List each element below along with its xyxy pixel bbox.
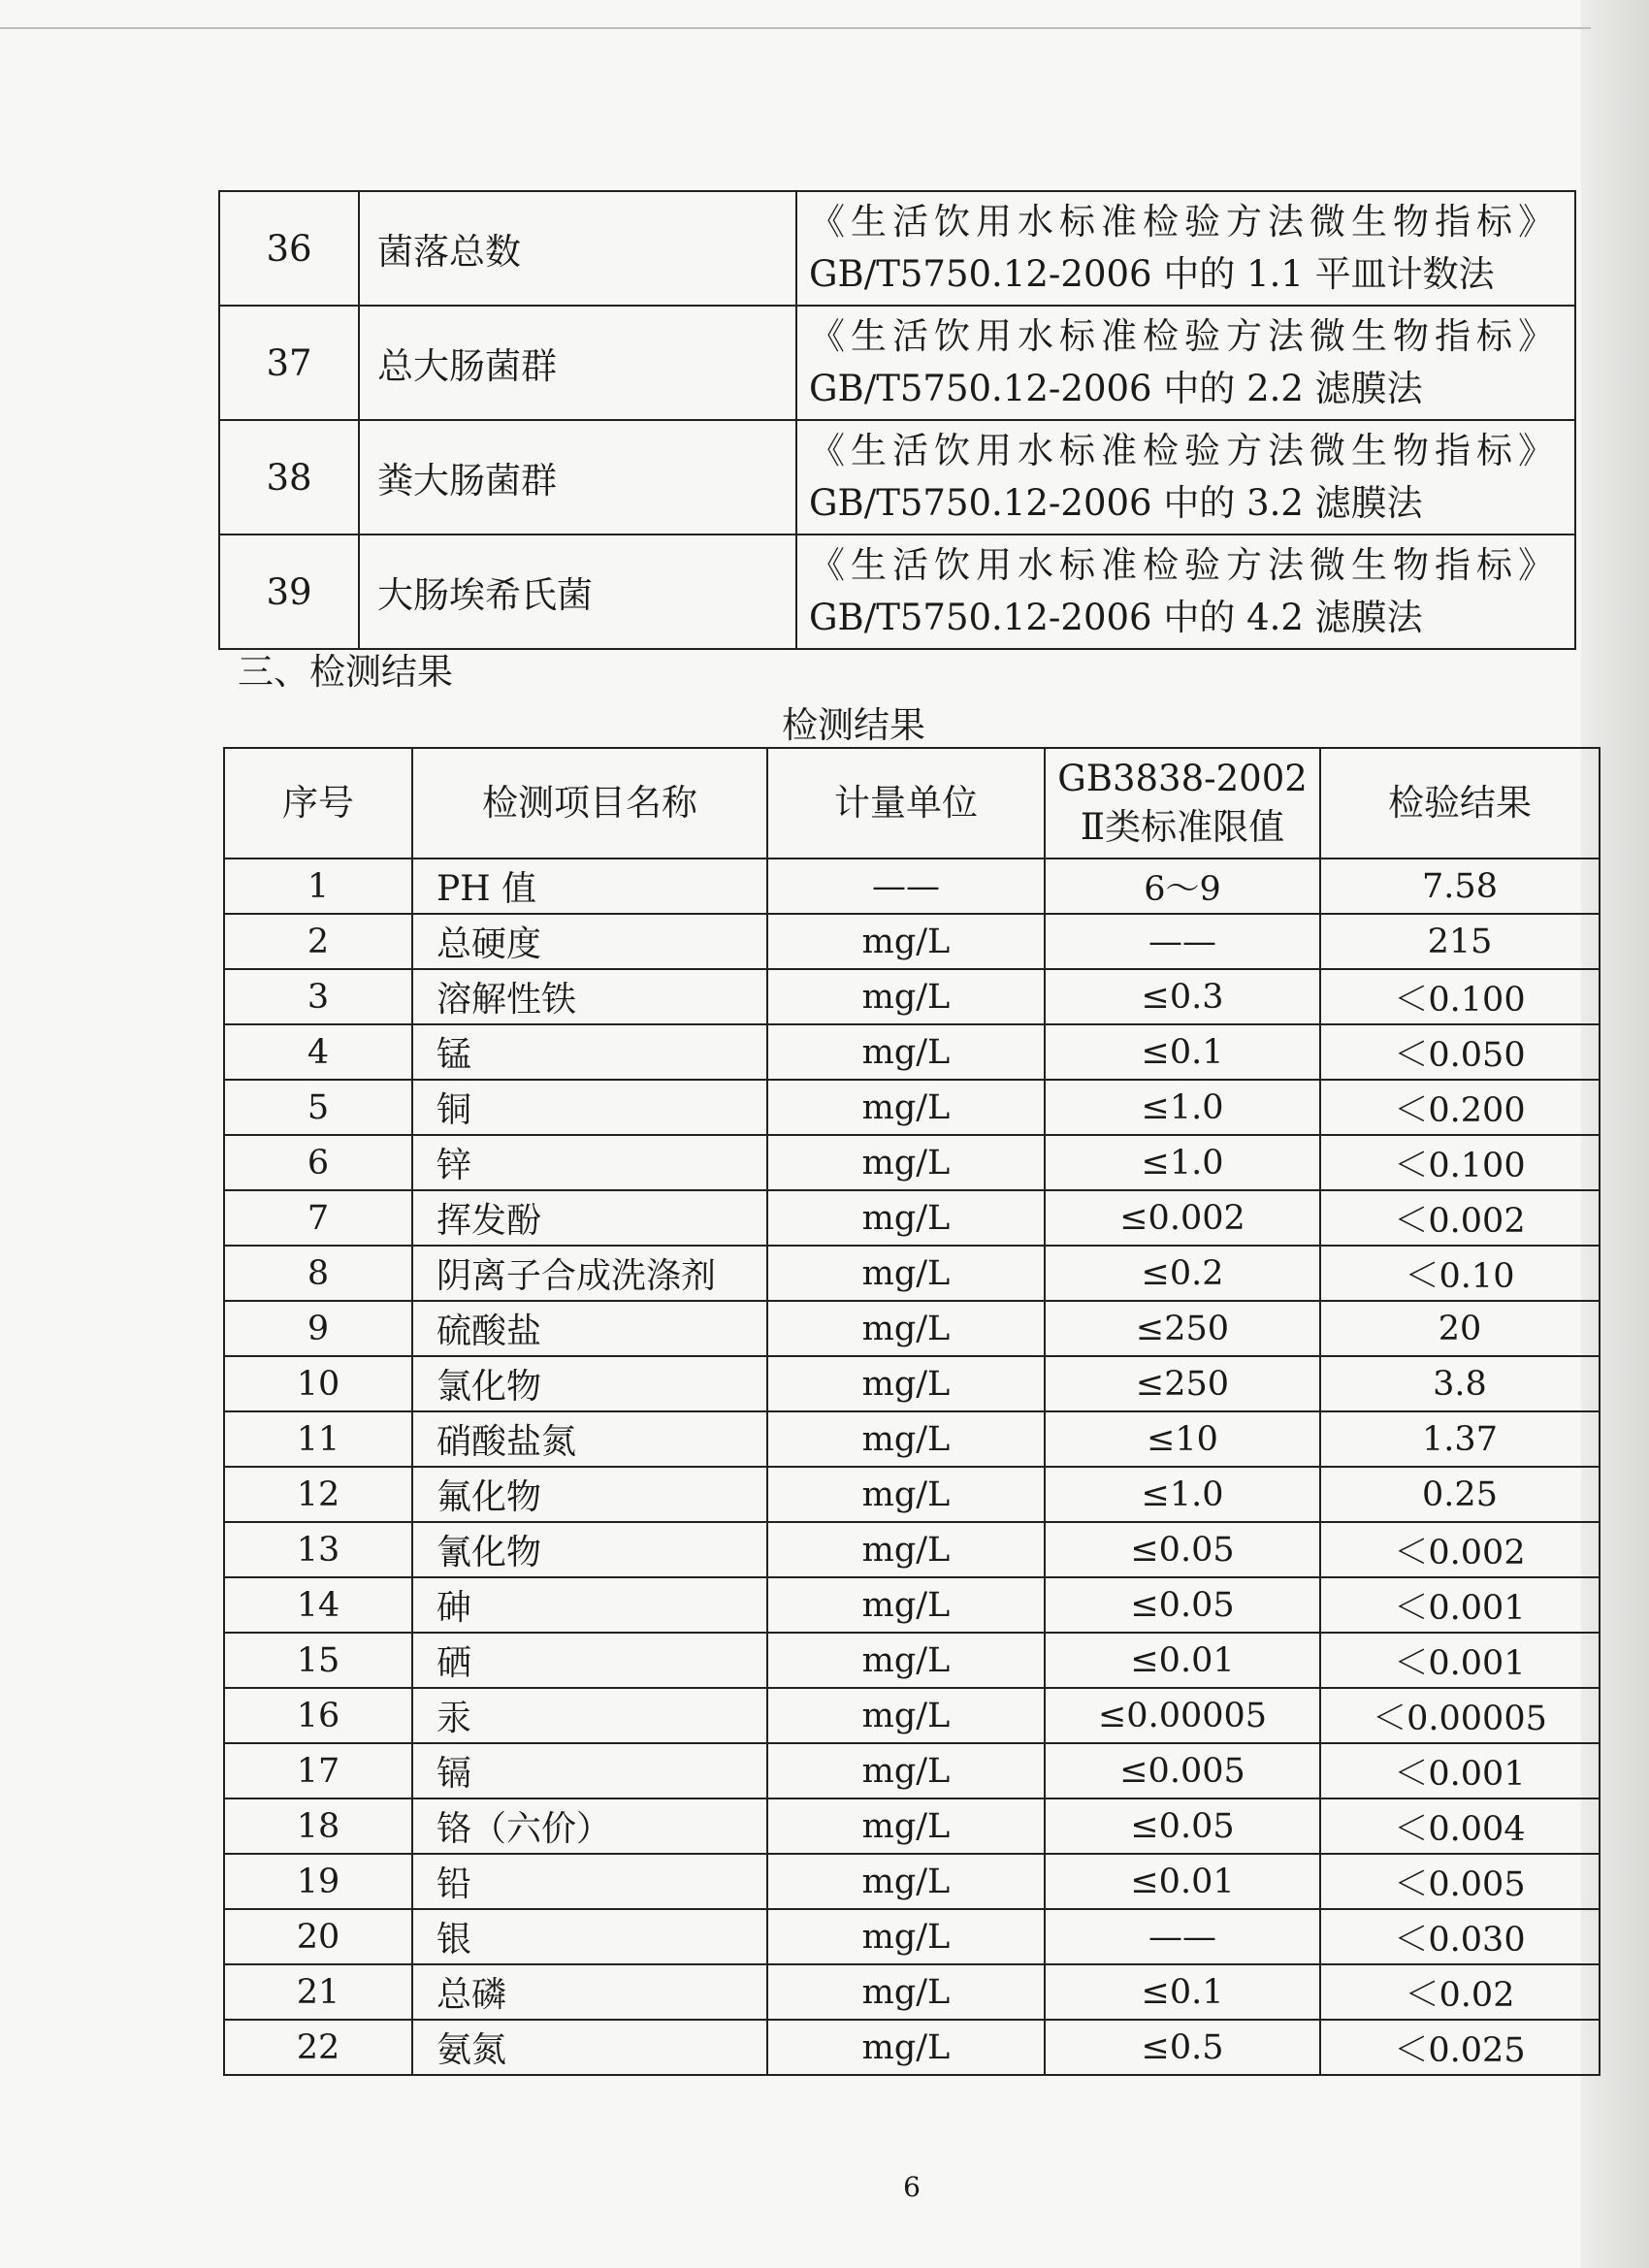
result-unit: mg/L xyxy=(767,1356,1045,1411)
result-item-name: 铬（六价） xyxy=(412,1798,767,1854)
result-value: ＜0.100 xyxy=(1320,969,1600,1024)
method-reference xyxy=(796,191,1575,306)
result-item-name: 硝酸盐氮 xyxy=(412,1411,767,1467)
table-row xyxy=(224,914,1600,969)
result-item-name: 氰化物 xyxy=(412,1522,767,1577)
result-limit: ≤0.01 xyxy=(1045,1633,1320,1688)
method-row xyxy=(219,306,1575,420)
result-item-name: 挥发酚 xyxy=(412,1190,767,1246)
header-result: 检验结果 xyxy=(1320,748,1600,859)
result-limit: ≤0.00005 xyxy=(1045,1688,1320,1743)
table-row xyxy=(224,1246,1600,1301)
result-unit: —— xyxy=(767,859,1045,914)
table-row xyxy=(224,859,1600,914)
result-unit: mg/L xyxy=(767,914,1045,969)
result-value: ＜0.200 xyxy=(1320,1080,1600,1135)
result-unit: mg/L xyxy=(767,1024,1045,1080)
table-row xyxy=(224,1301,1600,1356)
result-no: 8 xyxy=(224,1246,412,1301)
result-item-name: 总磷 xyxy=(412,1964,767,2020)
result-unit: mg/L xyxy=(767,1854,1045,1909)
result-no: 22 xyxy=(224,2020,412,2075)
table-row xyxy=(224,1522,1600,1577)
table-row xyxy=(224,1356,1600,1411)
result-no: 10 xyxy=(224,1356,412,1411)
result-no: 3 xyxy=(224,969,412,1024)
top-rule xyxy=(0,27,1591,29)
result-no: 9 xyxy=(224,1301,412,1356)
result-value: ＜0.050 xyxy=(1320,1024,1600,1080)
result-item-name: 溶解性铁 xyxy=(412,969,767,1024)
methods-table xyxy=(218,190,1576,650)
method-no: 39 xyxy=(219,535,359,649)
result-no: 5 xyxy=(224,1080,412,1135)
result-no: 13 xyxy=(224,1522,412,1577)
method-standard-clause: GB/T5750.12-2006 中的 1.1 平皿计数法 xyxy=(809,253,1495,295)
method-row xyxy=(219,191,1575,306)
method-item: 菌落总数 xyxy=(359,191,796,306)
result-no: 16 xyxy=(224,1688,412,1743)
result-no: 21 xyxy=(224,1964,412,2020)
result-item-name: PH 值 xyxy=(412,859,767,914)
result-item-name: 银 xyxy=(412,1909,767,1964)
method-standard-title: 《生活饮用水标准检验方法微生物指标》 xyxy=(809,430,1560,471)
result-limit: ≤0.5 xyxy=(1045,2020,1320,2075)
result-no: 14 xyxy=(224,1577,412,1633)
method-standard-title: 《生活饮用水标准检验方法微生物指标》 xyxy=(809,201,1560,243)
result-limit: ≤0.05 xyxy=(1045,1798,1320,1854)
result-item-name: 硒 xyxy=(412,1633,767,1688)
method-standard-title: 《生活饮用水标准检验方法微生物指标》 xyxy=(809,544,1560,586)
result-limit: ≤0.05 xyxy=(1045,1577,1320,1633)
result-value: 1.37 xyxy=(1320,1411,1600,1467)
result-no: 1 xyxy=(224,859,412,914)
result-item-name: 硫酸盐 xyxy=(412,1301,767,1356)
result-unit: mg/L xyxy=(767,1135,1045,1190)
result-no: 7 xyxy=(224,1190,412,1246)
header-limit-line1: GB3838-2002 xyxy=(1057,758,1308,799)
result-item-name: 汞 xyxy=(412,1688,767,1743)
result-limit: ≤10 xyxy=(1045,1411,1320,1467)
result-item-name: 铜 xyxy=(412,1080,767,1135)
result-value: ＜0.002 xyxy=(1320,1190,1600,1246)
method-reference xyxy=(796,306,1575,420)
result-no: 20 xyxy=(224,1909,412,1964)
result-item-name: 氨氮 xyxy=(412,2020,767,2075)
result-limit: ≤0.01 xyxy=(1045,1854,1320,1909)
result-limit: ≤0.1 xyxy=(1045,1024,1320,1080)
method-no: 38 xyxy=(219,420,359,535)
result-limit: ≤1.0 xyxy=(1045,1135,1320,1190)
method-reference xyxy=(796,420,1575,535)
table-row xyxy=(224,2020,1600,2075)
result-item-name: 氯化物 xyxy=(412,1356,767,1411)
header-no: 序号 xyxy=(224,748,412,859)
table-row xyxy=(224,1024,1600,1080)
result-value: 215 xyxy=(1320,914,1600,969)
result-value: ＜0.02 xyxy=(1320,1964,1600,2020)
result-limit: ≤0.3 xyxy=(1045,969,1320,1024)
method-standard-clause: GB/T5750.12-2006 中的 2.2 滤膜法 xyxy=(809,368,1423,409)
table-row xyxy=(224,1135,1600,1190)
result-unit: mg/L xyxy=(767,1467,1045,1522)
method-reference xyxy=(796,535,1575,649)
result-limit: ≤0.05 xyxy=(1045,1522,1320,1577)
method-standard-clause: GB/T5750.12-2006 中的 4.2 滤膜法 xyxy=(809,597,1423,638)
result-limit: 6～9 xyxy=(1045,859,1320,914)
table-row xyxy=(224,1743,1600,1798)
result-limit: ≤0.005 xyxy=(1045,1743,1320,1798)
result-no: 18 xyxy=(224,1798,412,1854)
result-value: ＜0.001 xyxy=(1320,1743,1600,1798)
result-item-name: 砷 xyxy=(412,1577,767,1633)
result-unit: mg/L xyxy=(767,1080,1045,1135)
result-value: ＜0.004 xyxy=(1320,1798,1600,1854)
result-unit: mg/L xyxy=(767,1688,1045,1743)
result-no: 11 xyxy=(224,1411,412,1467)
method-no: 36 xyxy=(219,191,359,306)
result-no: 12 xyxy=(224,1467,412,1522)
table-caption: 检测结果 xyxy=(782,704,925,746)
result-limit: ≤0.2 xyxy=(1045,1246,1320,1301)
result-item-name: 铅 xyxy=(412,1854,767,1909)
page-number: 6 xyxy=(903,2171,921,2203)
result-unit: mg/L xyxy=(767,1798,1045,1854)
method-item: 大肠埃希氏菌 xyxy=(359,535,796,649)
result-unit: mg/L xyxy=(767,1190,1045,1246)
result-limit: ≤0.1 xyxy=(1045,1964,1320,2020)
header-limit-line2: Ⅱ类标准限值 xyxy=(1080,806,1285,848)
result-no: 15 xyxy=(224,1633,412,1688)
result-item-name: 锰 xyxy=(412,1024,767,1080)
header-unit: 计量单位 xyxy=(767,748,1045,859)
result-item-name: 总硬度 xyxy=(412,914,767,969)
result-unit: mg/L xyxy=(767,1301,1045,1356)
method-standard-title: 《生活饮用水标准检验方法微生物指标》 xyxy=(809,315,1560,357)
results-table xyxy=(223,747,1600,2076)
method-item: 粪大肠菌群 xyxy=(359,420,796,535)
result-no: 17 xyxy=(224,1743,412,1798)
result-item-name: 氟化物 xyxy=(412,1467,767,1522)
method-item: 总大肠菌群 xyxy=(359,306,796,420)
result-limit: ≤1.0 xyxy=(1045,1080,1320,1135)
table-row xyxy=(224,1467,1600,1522)
result-limit: ≤250 xyxy=(1045,1356,1320,1411)
result-value: 7.58 xyxy=(1320,859,1600,914)
result-value: ＜0.005 xyxy=(1320,1854,1600,1909)
result-item-name: 镉 xyxy=(412,1743,767,1798)
result-item-name: 阴离子合成洗涤剂 xyxy=(412,1246,767,1301)
method-no: 37 xyxy=(219,306,359,420)
result-unit: mg/L xyxy=(767,1909,1045,1964)
method-standard-clause: GB/T5750.12-2006 中的 3.2 滤膜法 xyxy=(809,482,1423,524)
results-header-row xyxy=(224,748,1600,859)
section-heading: 三、检测结果 xyxy=(238,651,453,693)
result-no: 19 xyxy=(224,1854,412,1909)
result-value: 3.8 xyxy=(1320,1356,1600,1411)
result-unit: mg/L xyxy=(767,2020,1045,2075)
table-row xyxy=(224,1080,1600,1135)
result-no: 4 xyxy=(224,1024,412,1080)
header-name: 检测项目名称 xyxy=(412,748,767,859)
result-value: 20 xyxy=(1320,1301,1600,1356)
table-row xyxy=(224,1411,1600,1467)
result-value: ＜0.025 xyxy=(1320,2020,1600,2075)
result-value: ＜0.001 xyxy=(1320,1577,1600,1633)
result-unit: mg/L xyxy=(767,1522,1045,1577)
result-unit: mg/L xyxy=(767,1577,1045,1633)
method-row xyxy=(219,535,1575,649)
result-limit: ≤1.0 xyxy=(1045,1467,1320,1522)
result-limit: ≤250 xyxy=(1045,1301,1320,1356)
result-limit: —— xyxy=(1045,914,1320,969)
table-row xyxy=(224,1854,1600,1909)
result-unit: mg/L xyxy=(767,969,1045,1024)
table-row xyxy=(224,1688,1600,1743)
table-row xyxy=(224,969,1600,1024)
result-value: 0.25 xyxy=(1320,1467,1600,1522)
result-value: ＜0.100 xyxy=(1320,1135,1600,1190)
result-item-name: 锌 xyxy=(412,1135,767,1190)
table-row xyxy=(224,1964,1600,2020)
result-value: ＜0.001 xyxy=(1320,1633,1600,1688)
table-row xyxy=(224,1633,1600,1688)
result-no: 6 xyxy=(224,1135,412,1190)
table-row xyxy=(224,1798,1600,1854)
result-value: ＜0.030 xyxy=(1320,1909,1600,1964)
result-value: ＜0.10 xyxy=(1320,1246,1600,1301)
result-unit: mg/L xyxy=(767,1964,1045,2020)
result-unit: mg/L xyxy=(767,1246,1045,1301)
result-value: ＜0.002 xyxy=(1320,1522,1600,1577)
table-row xyxy=(224,1577,1600,1633)
method-row xyxy=(219,420,1575,535)
result-unit: mg/L xyxy=(767,1743,1045,1798)
header-limit xyxy=(1045,748,1320,859)
table-row xyxy=(224,1909,1600,1964)
result-unit: mg/L xyxy=(767,1633,1045,1688)
result-value: ＜0.00005 xyxy=(1320,1688,1600,1743)
result-unit: mg/L xyxy=(767,1411,1045,1467)
result-no: 2 xyxy=(224,914,412,969)
result-limit: —— xyxy=(1045,1909,1320,1964)
table-row xyxy=(224,1190,1600,1246)
result-limit: ≤0.002 xyxy=(1045,1190,1320,1246)
